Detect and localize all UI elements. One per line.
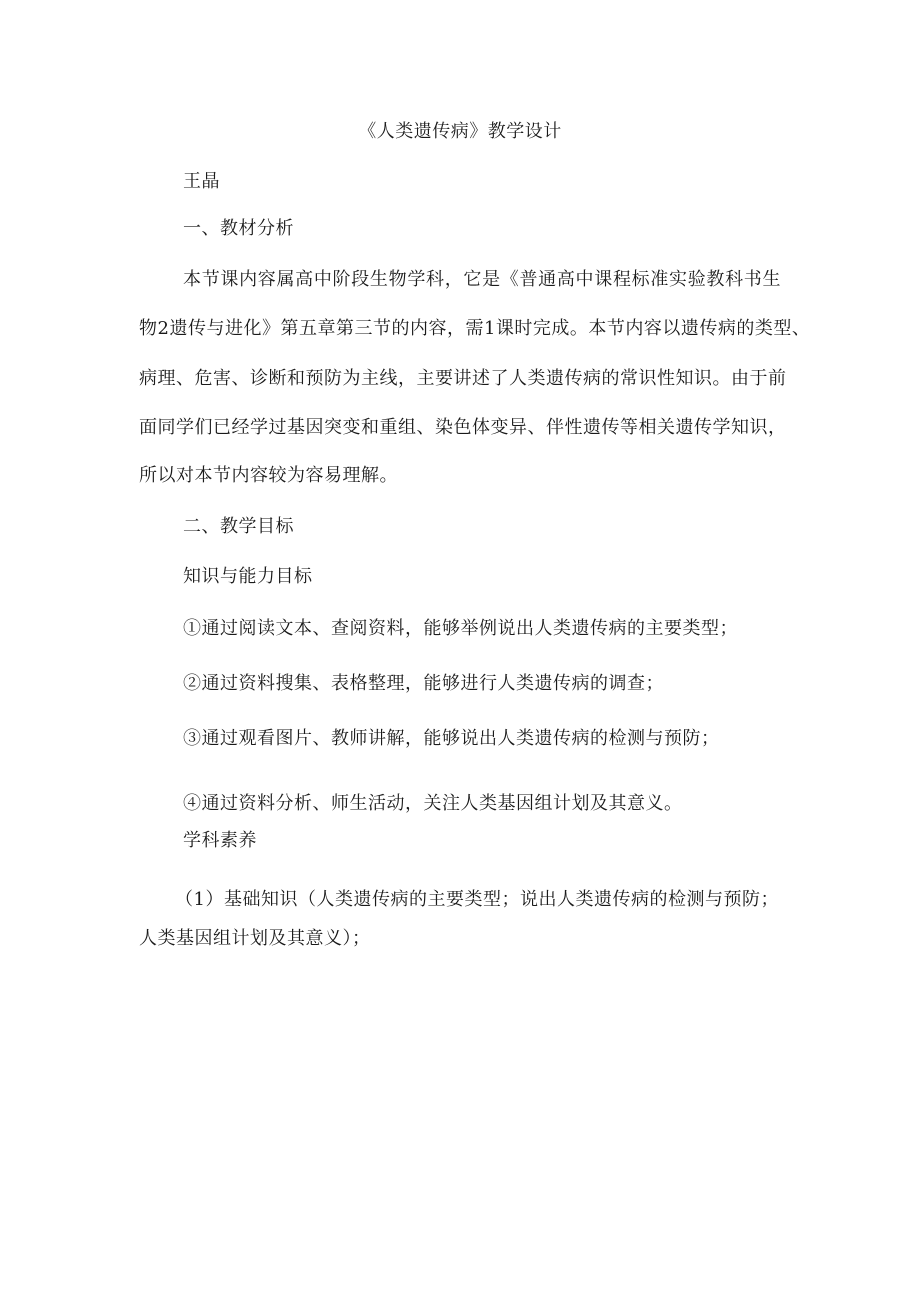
paragraph-line: 物2遗传与进化》第五章第三节的内容，需1课时完成。本节内容以遗传病的类型、 — [139, 318, 811, 339]
goal-item: ④通过资料分析、师生活动，关注人类基因组计划及其意义。 — [183, 793, 683, 814]
paragraph-line: 病理、危害、诊断和预防为主线，主要讲述了人类遗传病的常识性知识。由于前 — [139, 368, 787, 389]
goal-item: ①通过阅读文本、查阅资料，能够举例说出人类遗传病的主要类型； — [183, 618, 738, 639]
literacy-line: 人类基因组计划及其意义）； — [139, 928, 371, 949]
literacy-line: （1）基础知识（人类遗传病的主要类型；说出人类遗传病的检测与预防； — [175, 889, 779, 910]
subheading-knowledge-ability: 知识与能力目标 — [183, 566, 313, 587]
subheading-subject-literacy: 学科素养 — [183, 830, 257, 851]
paragraph-line: 本节课内容属高中阶段生物学科，它是《普通高中课程标准实验教科书生 — [183, 269, 781, 290]
paragraph-line: 所以对本节内容较为容易理解。 — [139, 465, 398, 486]
goal-item: ②通过资料搜集、表格整理，能够进行人类遗传病的调查； — [183, 673, 664, 694]
section-heading-textbook-analysis: 一、教材分析 — [183, 218, 294, 239]
document-title: 《人类遗传病》教学设计 — [358, 121, 562, 142]
section-heading-teaching-goals: 二、教学目标 — [183, 516, 294, 537]
goal-item: ③通过观看图片、教师讲解，能够说出人类遗传病的检测与预防； — [183, 728, 720, 749]
author-name: 王晶 — [183, 171, 220, 192]
paragraph-line: 面同学们已经学过基因突变和重组、染色体变异、伴性遗传等相关遗传学知识， — [139, 417, 787, 438]
